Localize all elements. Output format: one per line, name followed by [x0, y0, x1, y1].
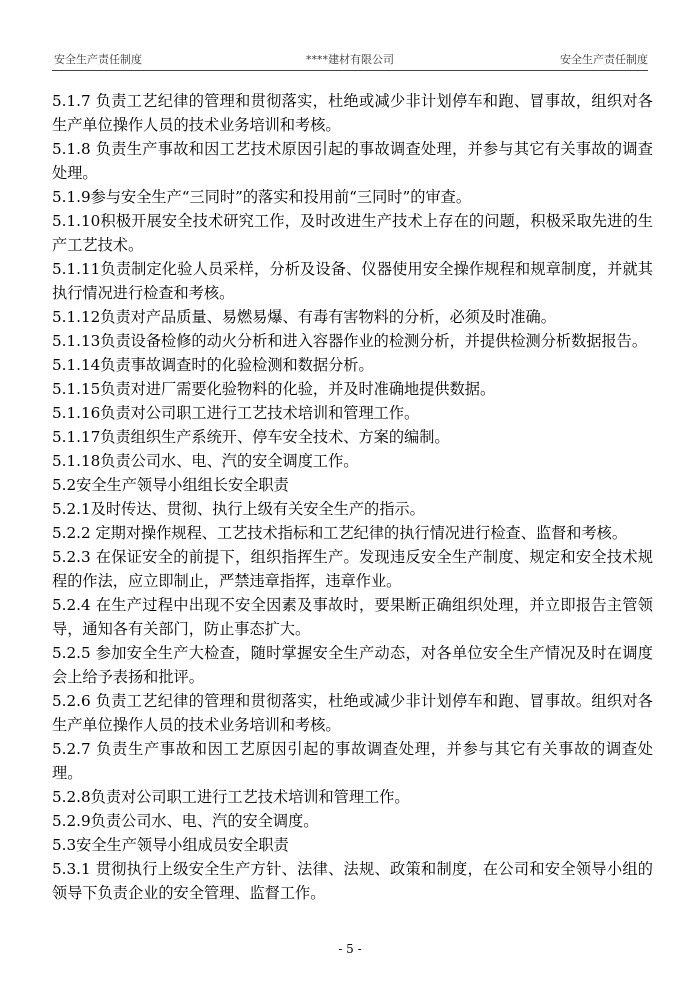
- paragraph: 5.1.18负责公司水、电、汽的安全调度工作。: [52, 452, 359, 470]
- paragraph: 5.1.15负责对进厂需要化验物料的化验，并及时准确地提供数据。: [52, 380, 496, 398]
- section-heading: 5.3安全生产领导小组成员安全职责: [52, 836, 289, 854]
- paragraph: 5.1.8 负责生产事故和因工艺技术原因引起的事故调查处理，并参与其它有关事故的调查处理。: [52, 140, 653, 182]
- paragraph: 5.1.12负责对产品质量、易燃易爆、有毒有害物料的分析，必须及时准确。: [52, 308, 556, 326]
- paragraph: 5.2.3 在保证安全的前提下，组织指挥生产。发现违反安全生产制度、规定和安全技术规程的作法，应立即制止，严禁违章指挥，违章作业。: [52, 548, 653, 590]
- paragraph: 5.2.8负责对公司职工进行工艺技术培训和管理工作。: [52, 788, 410, 806]
- paragraph: 5.3.1 贯彻执行上级安全生产方针、法律、法规、政策和制度，在公司和安全领导小组的领导下负责企业的安全管理、监督工作。: [52, 860, 653, 902]
- paragraph: 5.1.10积极开展安全技术研究工作，及时改进生产技术上存在的问题，积极采取先进的生产工艺技术。: [52, 212, 653, 254]
- header-right-title: 安全生产责任制度: [560, 53, 648, 66]
- paragraph: 5.2.6 负责工艺纪律的管理和贯彻落实，杜绝或减少非计划停车和跑、冒事故。组织对各生产单位操作人员的技术业务培训和考核。: [52, 692, 653, 734]
- paragraph: 5.1.17负责组织生产系统开、停车安全技术、方案的编制。: [52, 428, 450, 446]
- paragraph: 5.1.11负责制定化验人员采样，分析及设备、仪器使用安全操作规程和规章制度，并就其执行情况进行检查和考核。: [52, 260, 653, 302]
- paragraph: 5.2.9负责公司水、电、汽的安全调度。: [52, 812, 319, 830]
- header-left-title: 安全生产责任制度: [54, 53, 142, 66]
- paragraph: 5.2.2 定期对操作规程、工艺技术指标和工艺纪律的执行情况进行检查、监督和考核。: [52, 524, 628, 542]
- paragraph: 5.1.13负责设备检修的动火分析和进入容器作业的检测分析，并提供检测分析数据报告。: [52, 332, 648, 350]
- page-number: - 5 -: [338, 942, 362, 956]
- section-heading: 5.2安全生产领导小组组长安全职责: [52, 476, 289, 494]
- paragraph: 5.1.7 负责工艺纪律的管理和贯彻落实，杜绝或减少非计划停车和跑、冒事故，组织对各生产单位操作人员的技术业务培训和考核。: [52, 92, 653, 134]
- paragraph: 5.2.7 负责生产事故和因工艺原因引起的事故调查处理，并参与其它有关事故的调查处理。: [52, 740, 653, 782]
- document-body: [52, 89, 653, 905]
- paragraph: 5.1.14负责事故调查时的化验检测和数据分析。: [52, 356, 374, 374]
- paragraph: 5.2.5 参加安全生产大检查，随时掌握安全生产动态，对各单位安全生产情况及时在调度会上给予表扬和批评。: [52, 644, 653, 686]
- page-header: [52, 49, 648, 69]
- paragraph: 5.1.16负责对公司职工进行工艺技术培训和管理工作。: [52, 404, 420, 422]
- paragraph: 5.2.1及时传达、贯彻、执行上级有关安全生产的指示。: [52, 500, 425, 518]
- header-company-name: ****建材有限公司: [306, 53, 394, 66]
- header-divider: [52, 70, 648, 71]
- paragraph: 5.2.4 在生产过程中出现不安全因素及事故时，要果断正确组织处理，并立即报告主管领导，通知各有关部门，防止事态扩大。: [52, 596, 653, 638]
- paragraph: 5.1.9参与安全生产“三同时”的落实和投用前“三同时”的审查。: [52, 188, 472, 206]
